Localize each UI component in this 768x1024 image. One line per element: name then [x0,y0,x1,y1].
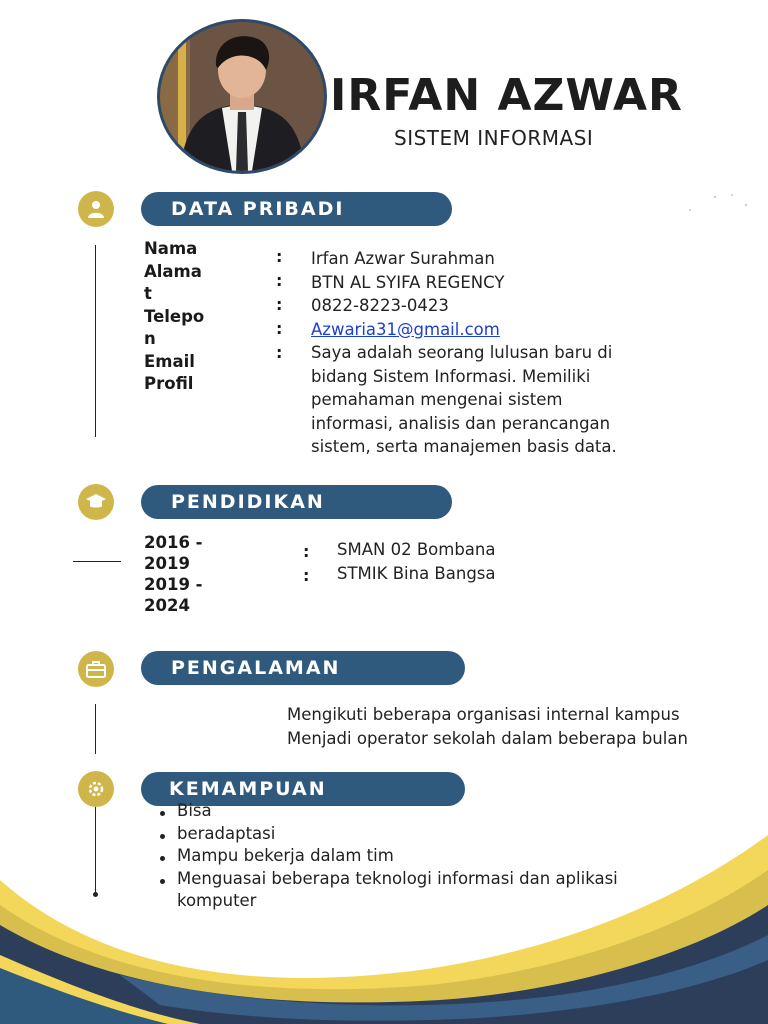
skills-list [157,800,717,911]
divider-line [95,704,96,754]
label-email: Email [144,351,195,371]
value-phone: 0822-8223-0423 [311,296,449,315]
school-1: SMAN 02 Bombana [337,540,496,559]
personal-labels [144,238,224,396]
divider-line [95,245,96,437]
education-years [144,532,203,616]
skill-item-cont: komputer [177,891,257,910]
school-2: STMIK Bina Bangsa [337,563,496,583]
decorative-dots [680,185,760,225]
label-address: Alama [144,261,202,281]
education-schools [337,538,496,585]
personal-colons: : : : : : [276,247,283,362]
label-profile: Profil [144,374,194,393]
value-name: Irfan Azwar Surahman [311,249,495,268]
year-2-end: 2024 [144,596,190,615]
value-profile-line-5: sistem, serta manajemen basis data. [311,437,617,456]
skill-item: Menguasai beberapa teknologi informasi dan aplikasi [157,868,717,891]
person-name: IRFAN AZWAR [330,70,683,121]
experience-item-2: Menjadi operator sekolah dalam beberapa bulan [287,728,688,748]
section-header-personal: DATA PRIBADI [141,192,452,226]
experience-list [287,703,688,750]
section-header-skills: KEMAMPUAN [141,772,465,806]
section-header-experience: PENGALAMAN [141,651,465,685]
personal-values [311,247,751,459]
value-profile-line-1: Saya adalah seorang lulusan baru di [311,343,613,362]
skill-item: Mampu bekerja dalam tim [157,845,717,868]
section-header-education: PENDIDIKAN [141,485,452,519]
experience-item-1: Mengikuti beberapa organisasi internal kampus [287,705,680,724]
year-2-start: 2019 - [144,575,203,594]
value-address: BTN AL SYIFA REGENCY [311,272,505,292]
label-address-cont: t [144,284,152,303]
graduation-cap-icon [78,484,114,520]
year-1-end: 2019 [144,554,190,573]
value-profile-line-2: bidang Sistem Informasi. Memiliki [311,366,591,386]
value-profile-line-4: informasi, analisis dan perancangan [311,413,611,433]
briefcase-icon [78,651,114,687]
skill-item: Bisa [157,800,717,823]
line-end-dot [93,892,98,897]
person-icon [78,191,114,227]
value-profile-line-3: pemahaman mengenai sistem [311,390,563,409]
label-phone-cont: n [144,329,156,348]
divider-line [73,561,121,562]
year-1-start: 2016 - [144,533,203,552]
skill-item: beradaptasi [157,823,717,846]
person-subtitle: SISTEM INFORMASI [394,126,594,150]
label-name: Nama [144,239,198,258]
label-phone: Telepo [144,306,205,326]
gear-bulb-icon [78,771,114,807]
email-link[interactable]: Azwaria31@gmail.com [311,319,500,339]
education-colons: : : [303,542,310,585]
profile-photo [157,19,327,174]
